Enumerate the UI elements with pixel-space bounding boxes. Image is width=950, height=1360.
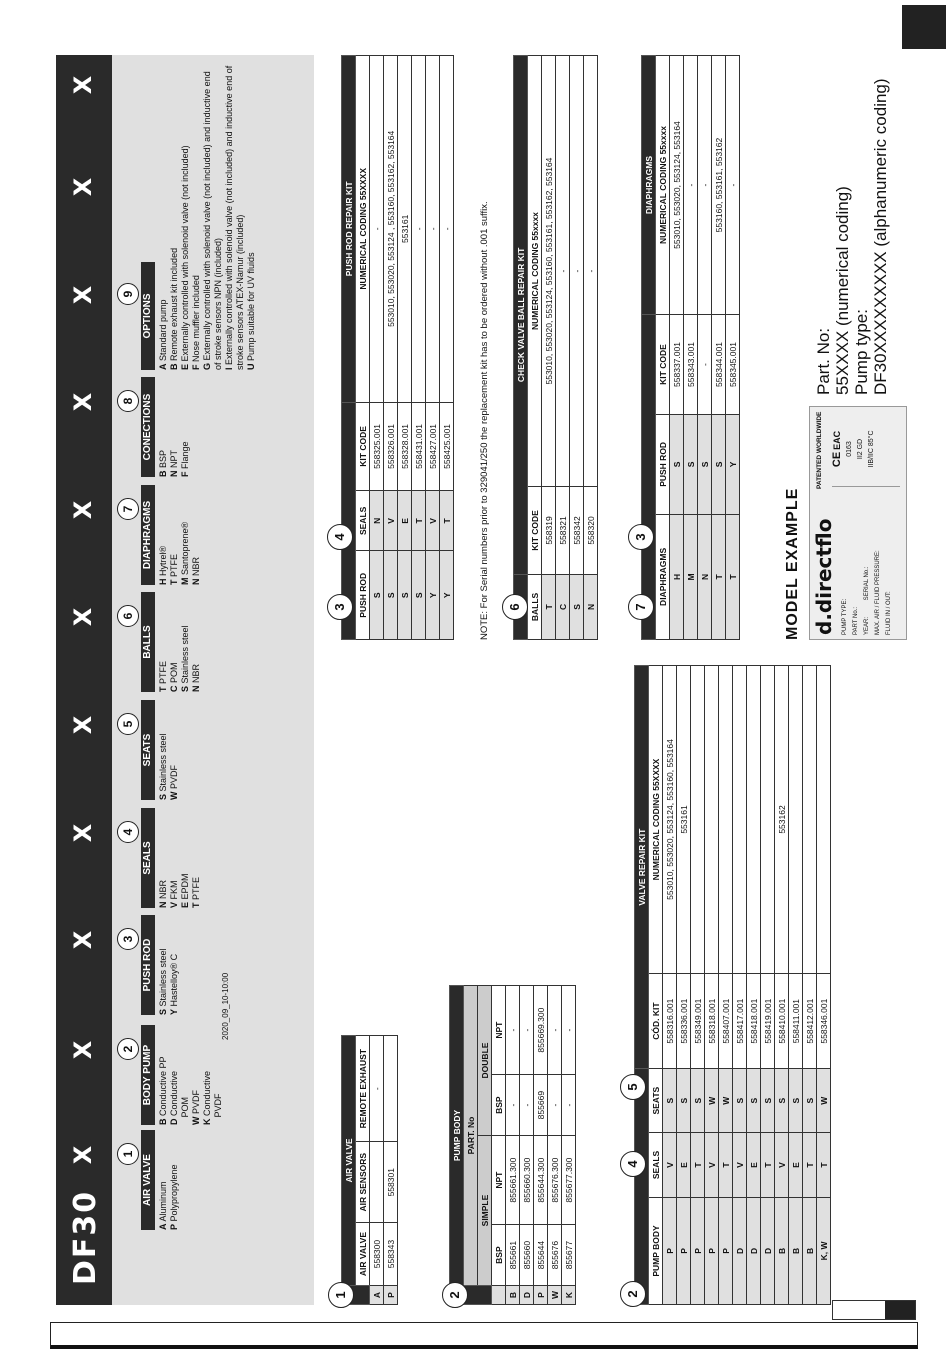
table-row: S 558342 - xyxy=(570,56,584,640)
patented-label: PATENTED WORLDWIDE xyxy=(816,411,823,489)
table-title: PUSH ROD REPAIR KIT xyxy=(342,56,356,403)
table-row: W 855676 855676.300 - - xyxy=(548,986,562,1305)
table-row: S N 558325.001 - xyxy=(370,56,384,640)
coding-panel xyxy=(56,55,314,1305)
x-mark: X xyxy=(69,1145,97,1165)
air-valve-table: AIR VALVE AIR VALVE AIR SENSORS REMOTE EXHAUST A 558300 - P 558343 558301 xyxy=(341,1035,398,1305)
category-number: 1 xyxy=(117,1143,139,1165)
x-mark: X xyxy=(69,392,97,412)
category-list: H Hytrel® T PTFE M Santoprene® N NBR xyxy=(158,521,201,585)
table-badge: 2 xyxy=(442,1282,468,1308)
category-list: T PTFE C POM S Stainless steel N NBR xyxy=(158,625,201,692)
model-title: DF30 xyxy=(68,1189,103,1285)
table-row: P V W 558318.001 xyxy=(705,666,719,1305)
diaphragm-table: DIAPHRAGMS DIAPHRAGMS PUSH ROD KIT CODE NUMERICAL CODING 55xxxx H S 558337.001 553010, 553020, 553124, 553164 M S 558343.001 - N S - - T S 558344.001 553160, 553161, 553162 T Y 558345.001 - xyxy=(641,55,740,640)
certification-marks: CE EAC 0163 II2 GD IIB/IIC 85°C xyxy=(832,412,900,487)
table-row: T S 558344.001 553160, 553161, 553162 xyxy=(712,56,726,640)
x-mark: X xyxy=(69,285,97,305)
category-number: 9 xyxy=(117,283,139,305)
table-row: P V S 558316.001 553010, 553020, 553124, 553160, 553164 xyxy=(663,666,677,1305)
table-badge: 3 xyxy=(327,594,353,620)
table-row: P E S 558336.001 553161 xyxy=(677,666,691,1305)
table-row: D 855660 855660.300 - - xyxy=(520,986,534,1305)
valve-repair-table: VALVE REPAIR KIT PUMP BODY SEALS SEATS CÓD. KIT NUMERICAL CODING 55XXXX P V S 558316.001 553010, 553020, 553124, 553160, 553164 P E S 558336.001 553161 P T S 558349.001 P V W 558318.001 P T W 558407.001 D V S 558417.001 D E S 558418.001 D T S 558419.001 B V S 558410.001 553162 B E S 558411.001 B T S 558412.001 K, W T W 558346.001 xyxy=(634,665,831,1305)
table-row: S V 558326.001 553010, 553020, 553124 , 553160, 553162, 553164 xyxy=(384,56,398,640)
x-mark: X xyxy=(69,177,97,197)
table-row: B 855661 855661.300 - - xyxy=(506,986,520,1305)
push-rod-table: PUSH ROD REPAIR KIT PUSH ROD SEALS KIT CODE NUMERICAL CODING 55XXXX S N 558325.001 - S V 558326.001 553010, 553020, 553124 , 553160, 553162, 553164 S E 558328.001 553161 S T 558431.001 - Y V 558427.001 - Y T 558425.001 - xyxy=(341,55,454,640)
category-list: S Stainless steel W PVDF xyxy=(158,733,179,800)
plate-fields: PUMP TYPE: PART No.: YEAR: SERIAL No.: MAX. AIR / FLUID PRESSURE: FLUID IN / OUT: xyxy=(842,550,892,635)
category-title: SEATS xyxy=(141,700,155,800)
table-row: T 558319 553010, 553020, 553124, 553160, 553161, 553162, 553164 xyxy=(542,56,556,640)
category-title: BALLS xyxy=(141,592,155,692)
category-title: DIAPHRAGMS xyxy=(141,485,155,585)
category-title: AIR VALVE xyxy=(141,1130,155,1230)
table-badge: 3 xyxy=(628,524,654,550)
table-row: S E 558328.001 553161 xyxy=(398,56,412,640)
table-row: A 558300 - xyxy=(370,1036,384,1305)
serial-note: NOTE: For Serial numbers prior to 329041/250 the replacement kit has to be ordered without .001 suffix. xyxy=(479,201,490,640)
category-number: 3 xyxy=(117,928,139,950)
footer-bar xyxy=(50,1322,918,1349)
table-row: C 558321 - xyxy=(556,56,570,640)
table-row: B T S 558412.001 xyxy=(803,666,817,1305)
table-row: D E S 558418.001 xyxy=(747,666,761,1305)
table-title: AIR VALVE xyxy=(342,1036,356,1286)
rotated-page xyxy=(6,45,941,1305)
category-list: A Standard pump B Remote exhaust kit included E Externally controlled with solenoid valve (not included) F Nose muffler included G Externally controlled with solenoid valve (not included) and inductive end of stroke sensors NPN (included) I Externally controlled with solenoid valve (not included) and inductive end of stroke sensors ATEX-Namur (included) U Pump suitable for UV fluids xyxy=(158,65,256,370)
category-number: 5 xyxy=(117,713,139,735)
table-badge: 6 xyxy=(502,594,528,620)
table-title: CHECK VALVE BALL REPAIR KIT xyxy=(514,56,528,575)
page-corner-tab xyxy=(902,5,946,49)
table-row: P T W 558407.001 xyxy=(719,666,733,1305)
table-row: H S 558337.001 553010, 553020, 553124, 553164 xyxy=(670,56,684,640)
table-badge: 2 xyxy=(620,1281,646,1307)
table-badge: 4 xyxy=(327,524,353,550)
table-title: DIAPHRAGMS xyxy=(642,56,656,315)
category-list: B Conductive PP D Conductive POM W PVDF K Conductive PVDF xyxy=(158,1056,223,1125)
table-row: P 855644 855644.300 855669 855669.300 xyxy=(534,986,548,1305)
nameplate xyxy=(809,406,907,640)
x-mark: X xyxy=(69,823,97,843)
table-row: T Y 558345.001 - xyxy=(726,56,740,640)
category-number: 7 xyxy=(117,498,139,520)
x-mark: X xyxy=(69,1040,97,1060)
category-title: BODY PUMP xyxy=(141,1025,155,1125)
table-row: K 855677 855677.300 - - xyxy=(562,986,576,1305)
x-mark: X xyxy=(69,715,97,735)
category-number: 2 xyxy=(117,1038,139,1060)
table-row: P T S 558349.001 xyxy=(691,666,705,1305)
category-list: A Aluminum P Polypropylene xyxy=(158,1164,179,1230)
category-number: 6 xyxy=(117,605,139,627)
pump-body-table: PUMP BODY PART. No SIMPLE DOUBLE BSP NPT BSP NPT B 855661 855661.300 - - D 855660 855660.300 - - P 855644 855644.300 855669 855669.300 W 855676 855676.300 - - K 855677 855677.300 - - xyxy=(449,985,576,1305)
table-row: B V S 558410.001 553162 xyxy=(775,666,789,1305)
category-list: S Stainless steel Y Hastelloy® C xyxy=(158,948,179,1015)
table-row: Y V 558427.001 - xyxy=(426,56,440,640)
table-title: VALVE REPAIR KIT xyxy=(635,666,649,1069)
category-list: N NBR V FKM E EPDM T PTFE xyxy=(158,873,201,908)
table-row: S T 558431.001 - xyxy=(412,56,426,640)
coding-header xyxy=(56,55,112,1305)
x-mark: X xyxy=(69,930,97,950)
table-badge: 7 xyxy=(628,594,654,620)
category-list: B BSP N NPT F Flange xyxy=(158,441,190,477)
table-row: D V S 558417.001 xyxy=(733,666,747,1305)
table-badge: 4 xyxy=(620,1151,646,1177)
brand-logo: d.directflo xyxy=(812,518,836,635)
category-number: 4 xyxy=(117,821,139,843)
x-mark: X xyxy=(69,500,97,520)
table-badge: 1 xyxy=(328,1282,354,1308)
table-badge: 5 xyxy=(620,1074,646,1100)
print-date: 2020_09_10-10:00 xyxy=(221,972,230,1040)
x-mark: X xyxy=(69,75,97,95)
part-number-lines: Part. No: 55XXXX (numerical coding) Pump type: DF30XXXXXXXXX (alphanumeric coding) xyxy=(814,78,890,395)
check-valve-table: CHECK VALVE BALL REPAIR KIT BALLS KIT CODE NUMERICAL CODING 55xxxx T 558319 553010, 553020, 553124, 553160, 553161, 553162, 553164 C 558321 - S 558342 - N 558320 - xyxy=(513,55,598,640)
table-title: PUMP BODY xyxy=(450,986,464,1286)
category-title: PUSH ROD xyxy=(141,915,155,1015)
category-title: CONECTIONS xyxy=(141,377,155,477)
category-number: 8 xyxy=(117,390,139,412)
category-title: OPTIONS xyxy=(141,262,155,370)
table-row: N 558320 - xyxy=(584,56,598,640)
table-row: B E S 558411.001 xyxy=(789,666,803,1305)
table-row: N S - - xyxy=(698,56,712,640)
category-title: SEALS xyxy=(141,808,155,908)
table-row: K, W T W 558346.001 xyxy=(817,666,831,1305)
x-mark: X xyxy=(69,607,97,627)
page-number-box xyxy=(832,1300,916,1320)
table-row: Y T 558425.001 - xyxy=(440,56,454,640)
table-row: P 558343 558301 xyxy=(384,1036,398,1305)
model-example-title: MODEL EXAMPLE xyxy=(784,487,801,640)
table-row: D T S 558419.001 xyxy=(761,666,775,1305)
table-row: M S 558343.001 - xyxy=(684,56,698,640)
